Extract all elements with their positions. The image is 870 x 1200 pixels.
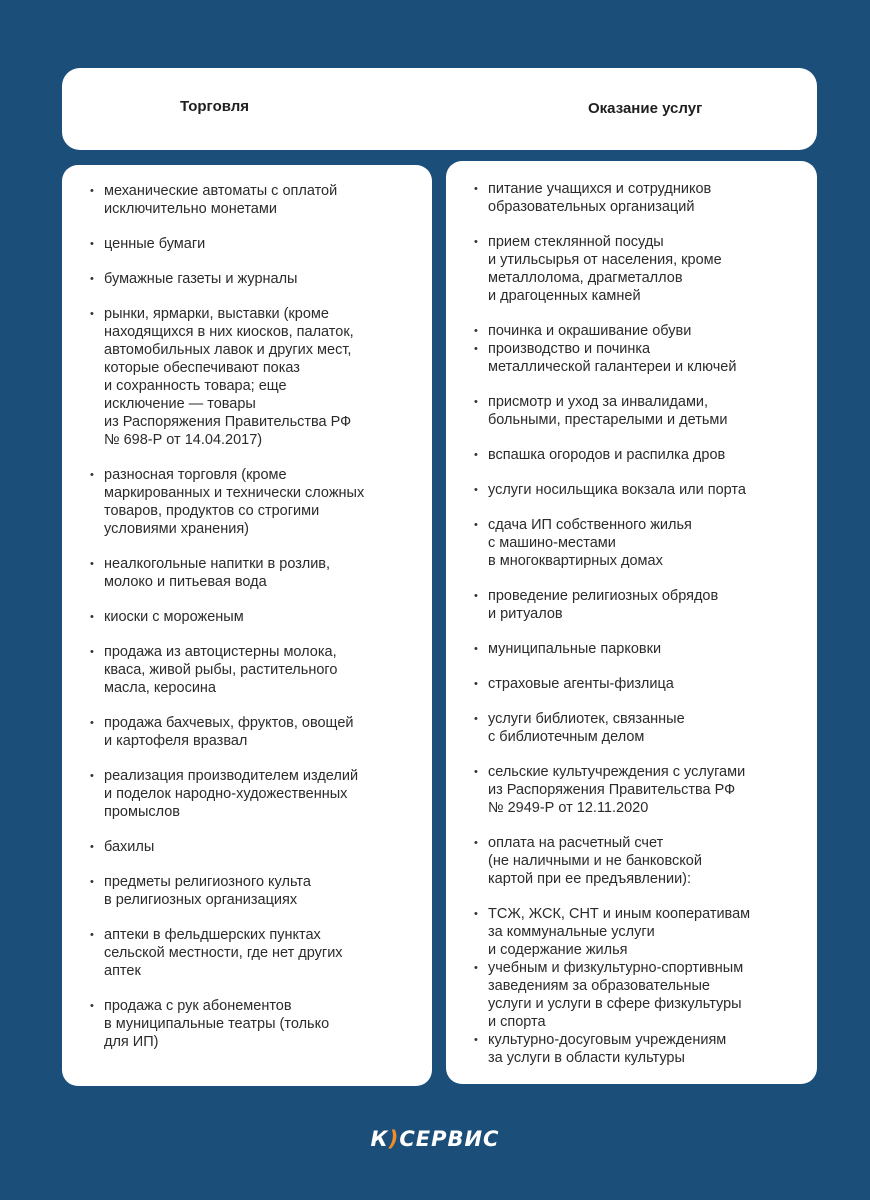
- list-item: • продажа бахчевых, фруктов, овощей и картофеля вразвал: [90, 714, 422, 750]
- list-item: • ТСЖ, ЖСК, СНТ и иным кооперативам за коммунальные услуги и содержание жилья: [474, 905, 807, 959]
- list-item: • присмотр и уход за инвалидами, больными, престарелыми и детьми: [474, 393, 807, 429]
- list-item: • проведение религиозных обрядов и ритуалов: [474, 587, 807, 623]
- list-item: • страховые агенты-физлица: [474, 675, 807, 693]
- trade-column: [62, 165, 432, 1086]
- list-item: • починка и окрашивание обуви: [474, 322, 807, 340]
- list-item: • производство и починка металлической галантереи и ключей: [474, 340, 807, 376]
- list-item: • учебным и физкультурно-спортивным заведениям за образовательные услуги и услуги в сфере физкультуры и спорта: [474, 959, 807, 1031]
- list-item: • услуги библиотек, связанные с библиотечным делом: [474, 710, 807, 746]
- ks-servis-logo: [0, 1127, 870, 1151]
- list-item: • реализация производителем изделий и поделок народно-художественных промыслов: [90, 767, 422, 821]
- list-item: • аптеки в фельдшерских пунктах сельской местности, где нет других аптек: [90, 926, 422, 980]
- trade-title: Торговля: [180, 98, 250, 115]
- logo-bracket: ): [388, 1127, 400, 1151]
- list-item: • вспашка огородов и распилка дров: [474, 446, 807, 464]
- list-item: • рынки, ярмарки, выставки (кроме находящихся в них киосков, палаток, автомобильных лавок и других мест, которые обеспечивают показ и сохранность товара; еще исключение — товары из Распоряжения Правительства РФ № 698-Р от 14.04.2017): [90, 305, 422, 449]
- services-column: [446, 161, 817, 1084]
- list-item: • сельские культучреждения с услугами из Распоряжения Правительства РФ № 2949-Р от 12.11.2020: [474, 763, 807, 817]
- logo-letter: К: [370, 1127, 389, 1151]
- list-item: • прием стеклянной посуды и утильсырья от населения, кроме металлолома, драгметаллов и драгоценных камней: [474, 233, 807, 305]
- list-item: • культурно-досуговым учреждениям за услуги в области культуры: [474, 1031, 807, 1067]
- list-item: • киоски с мороженым: [90, 608, 422, 626]
- list-item: • разносная торговля (кроме маркированных и технически сложных товаров, продуктов со строгими условиями хранения): [90, 466, 422, 538]
- list-item: • услуги носильщика вокзала или порта: [474, 481, 807, 499]
- services-title: Оказание услуг: [588, 100, 703, 117]
- list-item: • ценные бумаги: [90, 235, 422, 253]
- list-item: • продажа с рук абонементов в муниципальные театры (только для ИП): [90, 997, 422, 1051]
- list-item: • бахилы: [90, 838, 422, 856]
- list-item: • муниципальные парковки: [474, 640, 807, 658]
- list-item: • механические автоматы с оплатой исключительно монетами: [90, 182, 422, 218]
- list-item: • сдача ИП собственного жилья с машино-местами в многоквартирных домах: [474, 516, 807, 570]
- services-list: [474, 180, 807, 1067]
- list-item: • неалкогольные напитки в розлив, молоко и питьевая вода: [90, 555, 422, 591]
- list-item: • оплата на расчетный счет (не наличными и не банковской картой при ее предъявлении):: [474, 834, 807, 888]
- list-item: • продажа из автоцистерны молока, кваса, живой рыбы, растительного масла, керосина: [90, 643, 422, 697]
- list-item: • предметы религиозного культа в религиозных организациях: [90, 873, 422, 909]
- list-item: • бумажные газеты и журналы: [90, 270, 422, 288]
- logo-word: СЕРВИС: [399, 1127, 500, 1151]
- trade-list: [90, 182, 422, 1051]
- header-card: [62, 68, 817, 150]
- list-item: • питание учащихся и сотрудников образовательных организаций: [474, 180, 807, 216]
